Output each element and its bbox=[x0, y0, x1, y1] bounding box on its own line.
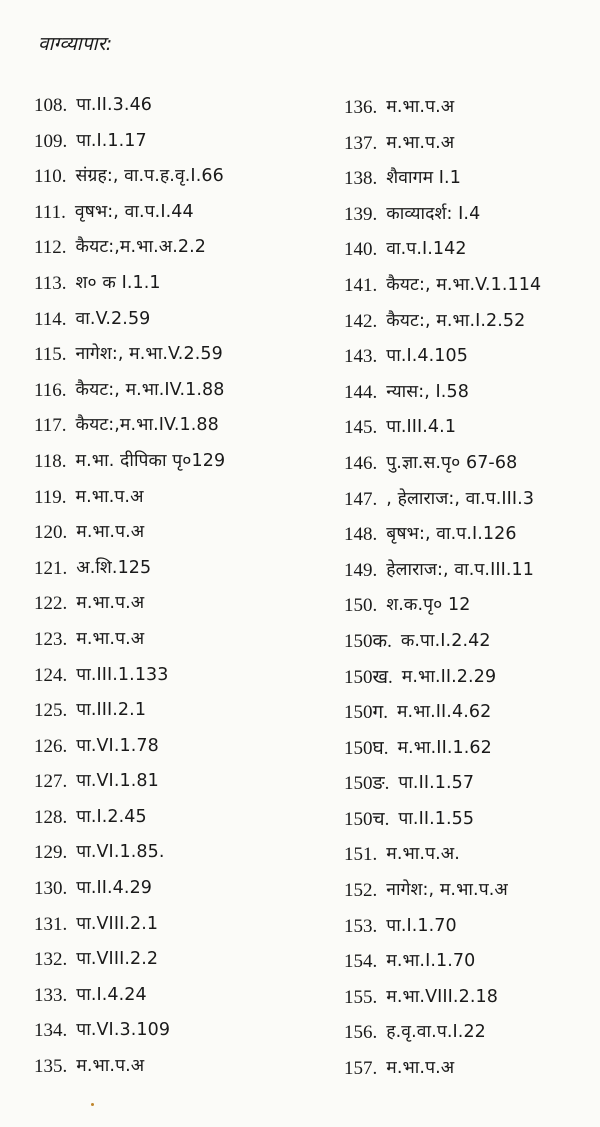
note-item bbox=[344, 802, 596, 838]
note-item bbox=[34, 195, 324, 231]
note-number: 153. bbox=[344, 915, 378, 937]
note-reference: पा.III.4.1 bbox=[386, 417, 457, 438]
notes-list-right bbox=[344, 90, 596, 1087]
note-reference: ह.वृ.वा.प.I.22 bbox=[386, 1022, 486, 1043]
note-number: 111. bbox=[34, 201, 66, 223]
note-item bbox=[344, 482, 596, 518]
note-item bbox=[34, 88, 324, 124]
note-item bbox=[344, 410, 596, 446]
note-number: 138. bbox=[344, 168, 378, 190]
note-number: 150ख. bbox=[344, 666, 393, 688]
note-number: 157. bbox=[344, 1058, 378, 1080]
note-item bbox=[344, 304, 596, 340]
note-reference: पा.II.1.57 bbox=[398, 773, 475, 794]
note-item bbox=[34, 942, 324, 978]
note-item bbox=[34, 729, 324, 765]
note-item bbox=[344, 873, 596, 909]
note-number: 116. bbox=[34, 379, 67, 401]
note-number: 137. bbox=[344, 132, 378, 154]
note-number: 132. bbox=[34, 949, 68, 971]
note-number: 150ग. bbox=[344, 702, 388, 724]
note-number: 152. bbox=[344, 880, 378, 902]
notes-list-left bbox=[34, 88, 324, 1085]
note-number: 145. bbox=[344, 417, 378, 439]
note-reference: कैयट:,म.भा.IV.1.88 bbox=[75, 415, 219, 436]
note-reference: कैयट:,म.भा.अ.2.2 bbox=[75, 237, 207, 258]
note-item bbox=[34, 871, 324, 907]
note-item bbox=[34, 658, 324, 694]
note-reference: पा.I.4.24 bbox=[76, 984, 147, 1005]
note-number: 142. bbox=[344, 310, 378, 332]
note-number: 123. bbox=[34, 628, 68, 650]
note-reference: अ.शि.125 bbox=[76, 557, 152, 578]
note-item bbox=[344, 909, 596, 945]
note-number: 125. bbox=[34, 700, 68, 722]
note-item bbox=[34, 124, 324, 160]
note-reference: पा.VI.3.109 bbox=[76, 1020, 171, 1041]
note-number: 133. bbox=[34, 984, 68, 1006]
note-reference: म.भा.प.अ bbox=[386, 132, 455, 153]
note-number: 150ङ. bbox=[344, 773, 390, 795]
note-reference: न्यास:, I.58 bbox=[386, 381, 469, 402]
note-number: 135. bbox=[34, 1056, 68, 1078]
note-number: 150च. bbox=[344, 808, 390, 830]
note-item bbox=[344, 517, 596, 553]
note-number: 150. bbox=[344, 595, 378, 617]
note-item bbox=[34, 408, 324, 444]
note-number: 143. bbox=[344, 346, 378, 368]
note-reference: म.भा.प.अ bbox=[386, 1058, 455, 1079]
note-reference: म.भा.प.अ bbox=[386, 97, 455, 117]
note-reference: म.भा. दीपिका पृ०129 bbox=[75, 450, 226, 471]
note-number: 149. bbox=[344, 559, 378, 581]
note-item bbox=[34, 693, 324, 729]
note-number: 131. bbox=[34, 913, 68, 935]
note-item bbox=[34, 764, 324, 800]
note-reference: म.भा.VIII.2.18 bbox=[386, 986, 498, 1007]
note-number: 150घ. bbox=[344, 737, 389, 759]
note-item bbox=[344, 695, 596, 731]
note-reference: म.भा.II.1.62 bbox=[397, 737, 492, 758]
note-item bbox=[34, 835, 324, 871]
note-item bbox=[34, 586, 324, 622]
note-reference: पा.II.3.46 bbox=[76, 95, 153, 115]
note-reference: पा.II.4.29 bbox=[76, 878, 153, 899]
note-reference: वृषभ:, वा.प.I.44 bbox=[74, 201, 194, 222]
note-number: 122. bbox=[34, 593, 68, 615]
note-reference: पा.I.1.17 bbox=[76, 130, 147, 151]
note-number: 148. bbox=[344, 524, 378, 546]
note-reference: श० क I.1.1 bbox=[75, 272, 161, 293]
note-item bbox=[344, 232, 596, 268]
note-number: 120. bbox=[34, 522, 68, 544]
note-item bbox=[344, 837, 596, 873]
note-item bbox=[344, 90, 596, 126]
note-item bbox=[344, 944, 596, 980]
note-number: 150क. bbox=[344, 630, 392, 652]
note-item bbox=[34, 302, 324, 338]
note-number: 147. bbox=[344, 488, 378, 510]
note-item bbox=[344, 126, 596, 162]
note-item bbox=[34, 551, 324, 587]
note-number: 141. bbox=[344, 274, 378, 296]
note-number: 151. bbox=[344, 844, 378, 866]
note-reference: पा.I.1.70 bbox=[386, 915, 457, 936]
note-number: 113. bbox=[34, 272, 67, 294]
note-number: 129. bbox=[34, 842, 68, 864]
note-item bbox=[34, 515, 324, 551]
paper-speck bbox=[91, 1103, 94, 1106]
note-reference: शैवागम I.1 bbox=[386, 168, 461, 189]
note-item bbox=[34, 159, 324, 195]
note-reference: नागेश:, म.भा.V.2.59 bbox=[75, 344, 223, 365]
note-number: 110. bbox=[34, 166, 67, 188]
note-item bbox=[344, 339, 596, 375]
note-item bbox=[34, 800, 324, 836]
note-number: 121. bbox=[34, 557, 68, 579]
note-number: 139. bbox=[344, 203, 378, 225]
note-number: 136. bbox=[344, 97, 378, 118]
note-reference: पा.III.1.133 bbox=[76, 664, 169, 685]
note-item bbox=[344, 588, 596, 624]
note-reference: पा.VI.1.78 bbox=[76, 735, 159, 756]
note-reference: श.क.पृ० 12 bbox=[386, 595, 471, 616]
note-reference: पा.II.1.55 bbox=[398, 808, 475, 829]
note-item bbox=[34, 622, 324, 658]
note-number: 140. bbox=[344, 239, 378, 261]
note-number: 156. bbox=[344, 1022, 378, 1044]
note-item bbox=[344, 1051, 596, 1087]
note-number: 114. bbox=[34, 308, 67, 330]
note-reference: कैयट:, म.भा.I.2.52 bbox=[386, 310, 526, 331]
note-reference: म.भा.प.अ bbox=[76, 628, 145, 649]
note-number: 119. bbox=[34, 486, 67, 508]
note-reference: पा.VIII.2.1 bbox=[76, 913, 159, 934]
note-number: 134. bbox=[34, 1020, 68, 1042]
note-reference: पा.VIII.2.2 bbox=[76, 949, 159, 970]
note-number: 124. bbox=[34, 664, 68, 686]
note-reference: म.भा.I.1.70 bbox=[386, 951, 476, 972]
note-number: 112. bbox=[34, 237, 67, 259]
note-number: 130. bbox=[34, 878, 68, 900]
note-reference: काव्यादर्श: I.4 bbox=[386, 203, 481, 224]
note-number: 117. bbox=[34, 415, 67, 437]
note-reference: कैयट:, म.भा.V.1.114 bbox=[386, 274, 542, 295]
note-reference: म.भा.प.अ. bbox=[386, 844, 460, 865]
note-item bbox=[34, 444, 324, 480]
note-reference: पा.I.2.45 bbox=[76, 806, 147, 827]
note-item bbox=[344, 161, 596, 197]
note-item bbox=[34, 907, 324, 943]
note-item bbox=[344, 766, 596, 802]
note-item bbox=[344, 553, 596, 589]
note-item bbox=[34, 337, 324, 373]
note-item bbox=[344, 731, 596, 767]
note-reference: वा.V.2.59 bbox=[75, 308, 151, 329]
note-item bbox=[344, 446, 596, 482]
note-reference: वा.प.I.142 bbox=[386, 239, 467, 260]
note-reference: म.भा.प.अ bbox=[76, 522, 145, 543]
note-reference: कैयट:, म.भा.IV.1.88 bbox=[75, 379, 225, 400]
note-item bbox=[344, 197, 596, 233]
note-reference: पा.III.2.1 bbox=[76, 700, 147, 721]
note-item bbox=[34, 373, 324, 409]
note-reference: पा.VI.1.81 bbox=[76, 771, 159, 792]
note-item bbox=[34, 1049, 324, 1085]
note-item bbox=[34, 230, 324, 266]
note-reference: नागेश:, म.भा.प.अ bbox=[386, 880, 508, 901]
note-item bbox=[344, 1015, 596, 1051]
note-reference: बृषभ:, वा.प.I.126 bbox=[386, 524, 517, 545]
note-reference: म.भा.प.अ bbox=[76, 593, 145, 614]
note-item bbox=[34, 266, 324, 302]
note-item bbox=[34, 978, 324, 1014]
note-number: 144. bbox=[344, 381, 378, 403]
note-number: 146. bbox=[344, 452, 378, 474]
note-number: 128. bbox=[34, 806, 68, 828]
note-item bbox=[34, 480, 324, 516]
note-number: 126. bbox=[34, 735, 68, 757]
note-reference: पा.VI.1.85. bbox=[76, 842, 165, 863]
section-heading: वाग्व्यापार: bbox=[38, 33, 113, 55]
note-number: 155. bbox=[344, 986, 378, 1008]
note-item bbox=[344, 375, 596, 411]
note-reference: म.भा.II.2.29 bbox=[401, 666, 497, 687]
note-number: 115. bbox=[34, 344, 67, 366]
note-reference: क.पा.I.2.42 bbox=[400, 630, 491, 651]
note-reference: म.भा.II.4.62 bbox=[396, 702, 492, 723]
note-number: 127. bbox=[34, 771, 68, 793]
note-item bbox=[344, 268, 596, 304]
note-item bbox=[344, 980, 596, 1016]
note-reference: म.भा.प.अ bbox=[75, 486, 144, 507]
note-reference: पा.I.4.105 bbox=[386, 346, 469, 367]
note-reference: पु.ज्ञा.स.पृ० 67-68 bbox=[386, 452, 518, 473]
note-reference: , हेलाराज:, वा.प.III.3 bbox=[386, 488, 535, 509]
note-item bbox=[344, 624, 596, 660]
note-reference: म.भा.प.अ bbox=[76, 1056, 145, 1077]
note-number: 154. bbox=[344, 951, 378, 973]
note-number: 109. bbox=[34, 130, 68, 152]
note-number: 118. bbox=[34, 450, 67, 472]
note-item bbox=[344, 660, 596, 696]
note-number: 108. bbox=[34, 95, 68, 116]
note-item bbox=[34, 1013, 324, 1049]
note-reference: हेलाराज:, वा.प.III.11 bbox=[386, 559, 534, 580]
note-reference: संग्रह:, वा.प.ह.वृ.I.66 bbox=[75, 166, 224, 187]
